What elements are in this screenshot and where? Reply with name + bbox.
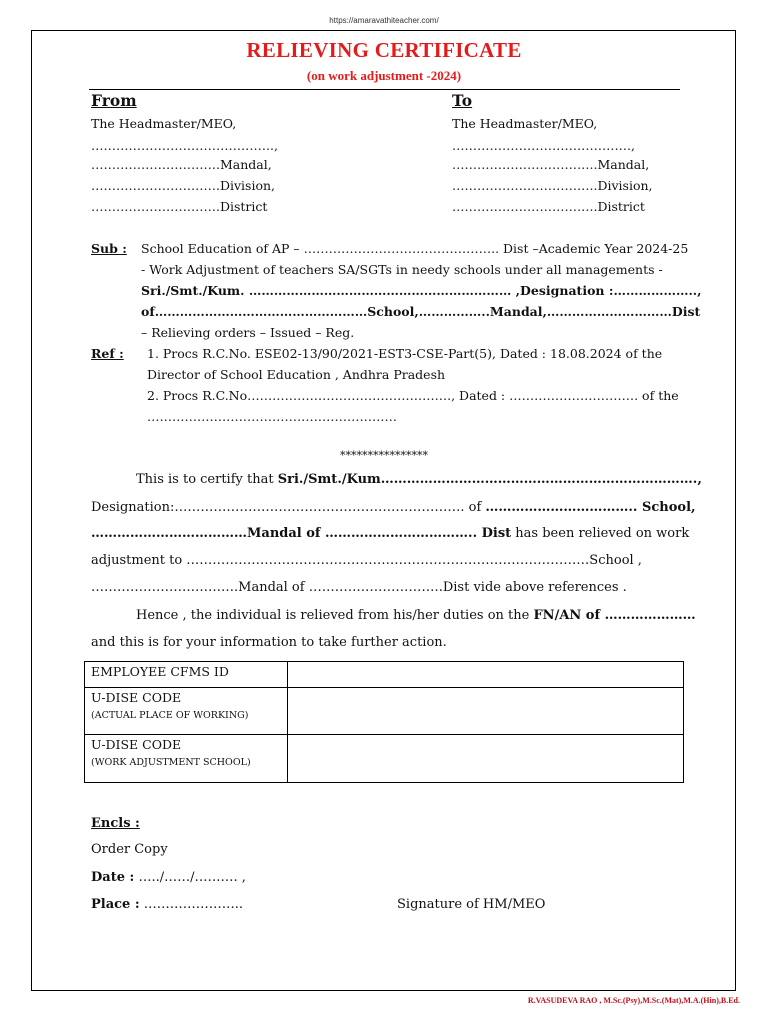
from-line-5: ………………………….District — [91, 199, 268, 214]
employee-info-table — [84, 661, 684, 783]
sub-line-3 — [141, 283, 702, 298]
sub-line-2: - Work Adjustment of teachers SA/SGTs in needy schools under all managements - — [141, 262, 663, 277]
from-line-2: …………………………………….., — [91, 138, 278, 153]
body-line-6 — [136, 608, 696, 623]
signature-label: Signature of HM/MEO — [397, 897, 546, 912]
body-line-6b: FN/AN of ………………… — [533, 608, 696, 623]
table-label-udise-adjustment — [85, 735, 288, 783]
table-row — [85, 688, 684, 735]
body-line-3a: ………………………………Mandal of — [91, 526, 326, 541]
certificate-title: RELIEVING CERTIFICATE — [246, 38, 522, 62]
body-line-3 — [91, 526, 689, 541]
from-line-1: The Headmaster/MEO, — [91, 116, 237, 131]
table-row — [85, 662, 684, 688]
sub-line-3-text: Sri./Smt./Kum. ……………………………………………………… ,Designation :……………….., — [141, 283, 702, 298]
ref-line-3: 2. Procs R.C.No…………………………………………., Dated : …………………………. of the — [147, 388, 679, 403]
to-line-3: ……………………………..Mandal, — [452, 157, 650, 172]
body-line-5: …………………………….Mandal of ………………………….Dist vide above references . — [91, 580, 627, 595]
body-line-2b: …………………………….. School, — [485, 500, 696, 515]
table-value-cfms[interactable] — [288, 662, 684, 688]
sub-line-1: School Education of AP – ……………………………………….. Dist –Academic Year 2024-25 — [141, 241, 689, 256]
sub-line-4 — [141, 304, 700, 319]
table-row — [85, 735, 684, 783]
table-label-cfms: EMPLOYEE CFMS ID — [85, 662, 288, 688]
body-line-7: and this is for your information to take further action. — [91, 635, 447, 650]
table-label-udise-actual — [85, 688, 288, 735]
sub-label: Sub : — [91, 241, 127, 256]
ref-line-4: …………………………………………………… — [147, 409, 397, 424]
ref-label: Ref : — [91, 346, 124, 361]
to-line-5: ……………………………..District — [452, 199, 645, 214]
body-line-2a: Designation:…………………………………………………………. of — [91, 500, 486, 515]
place-line — [91, 897, 243, 912]
to-heading: To — [452, 91, 473, 110]
date-line — [91, 870, 246, 885]
sub-line-4-text: of……………………………………………School,……………..Mandal,…………………………Dist — [141, 304, 701, 319]
body-line-1a: This is to certify that — [136, 472, 278, 487]
from-line-4: ………………………….Division, — [91, 178, 276, 193]
author-credit: R.VASUDEVA RAO , M.Sc.(Psy),M.Sc.(Mat),M.A.(Hin),B.Ed. — [527, 996, 740, 1005]
to-line-1: The Headmaster/MEO, — [452, 116, 598, 131]
body-line-1b: Sri./Smt./Kum………………………………………………………………., — [277, 472, 702, 487]
separator: **************** — [340, 449, 428, 462]
date-value: …../……/………. , — [134, 870, 246, 885]
body-line-6a: Hence , the individual is relieved from his/her duties on the — [136, 608, 534, 623]
udise-adjustment-note: (WORK ADJUSTMENT SCHOOL) — [91, 757, 251, 768]
place-value: ………………….. — [139, 897, 244, 912]
udise-actual-label: U-DISE CODE — [91, 690, 182, 705]
certificate-subtitle: (on work adjustment -2024) — [306, 68, 462, 83]
ref-line-2: Director of School Education , Andhra Pradesh — [147, 367, 446, 382]
from-line-3: ………………………….Mandal, — [91, 157, 272, 172]
ref-line-1: 1. Procs R.C.No. ESE02-13/90/2021-EST3-CSE-Part(5), Dated : 18.08.2024 of the — [147, 346, 663, 361]
udise-adjustment-label: U-DISE CODE — [91, 737, 182, 752]
to-line-2: ……………………………………., — [452, 138, 635, 153]
table-value-udise-adjustment[interactable] — [288, 735, 684, 783]
body-line-4: adjustment to …………………………………………………………………………………School , — [91, 553, 642, 568]
body-line-3c: has been relieved on work — [511, 526, 690, 541]
sub-line-5: – Relieving orders – Issued – Reg. — [141, 325, 355, 340]
order-copy: Order Copy — [91, 842, 168, 857]
body-line-1 — [136, 472, 702, 487]
body-line-3b: …………………………….. Dist — [325, 526, 512, 541]
encls-label: Encls : — [91, 816, 140, 831]
body-line-2 — [91, 500, 696, 515]
place-label: Place : — [91, 897, 140, 912]
table-value-udise-actual[interactable] — [288, 688, 684, 735]
from-heading: From — [91, 91, 137, 110]
to-line-4: ……………………………..Division, — [452, 178, 653, 193]
title-rule — [89, 89, 680, 90]
date-label: Date : — [91, 870, 135, 885]
source-url[interactable]: https://amaravathiteacher.com/ — [329, 16, 439, 25]
udise-actual-note: (ACTUAL PLACE OF WORKING) — [91, 710, 249, 721]
